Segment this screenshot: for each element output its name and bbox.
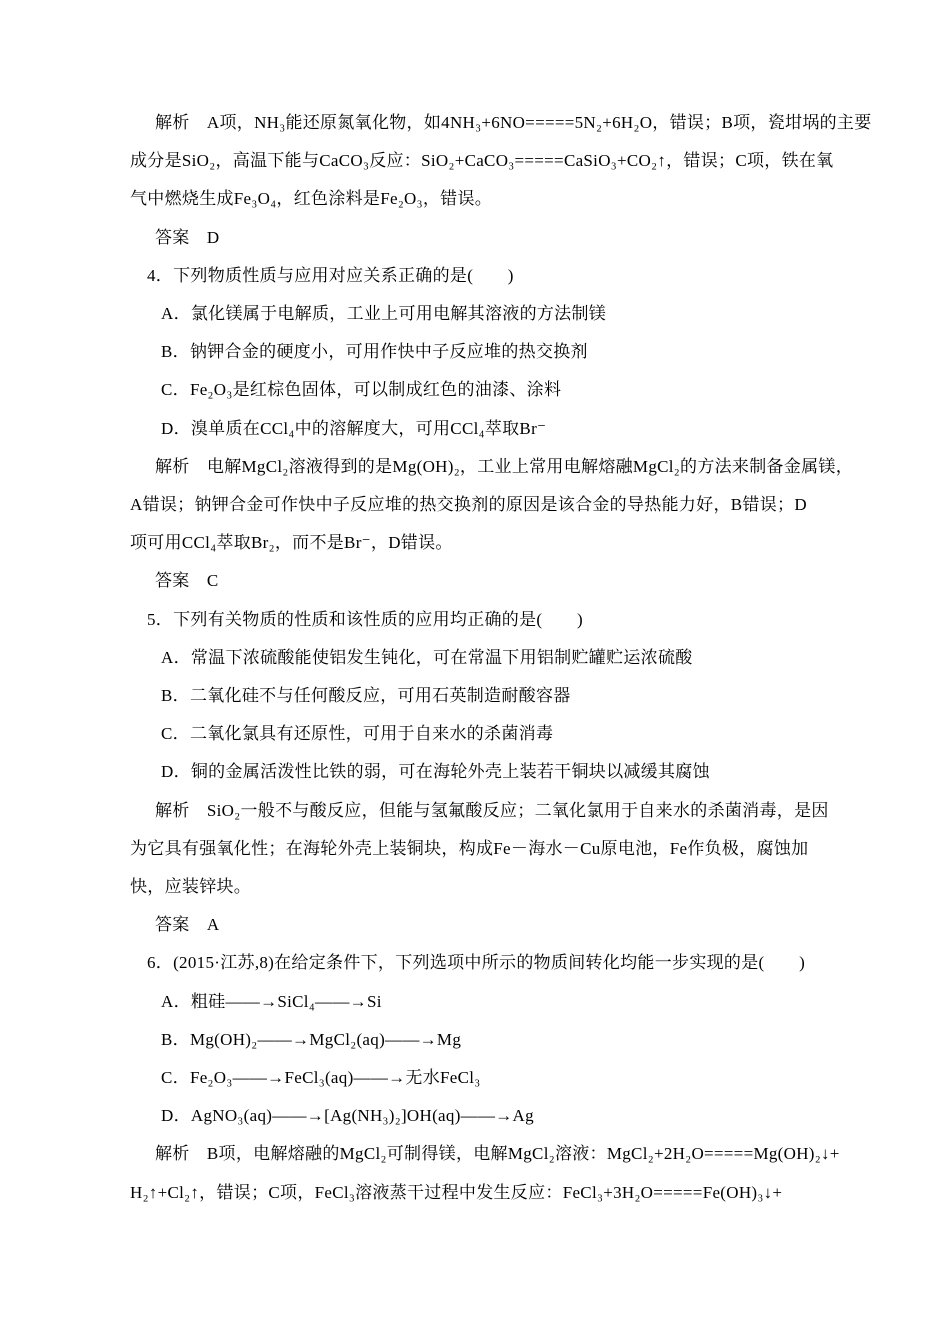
text-line: A错误；钠钾合金可作快中子反应堆的热交换剂的原因是该合金的导热能力好，B错误；D (130, 495, 807, 515)
text-line: D．AgNO₃(aq)——→[Ag(NH₃)₂]OH(aq)——→Ag (161, 1106, 534, 1126)
text-line: 解析 SiO₂一般不与酸反应，但能与氢氟酸反应；二氧化氯用于自来水的杀菌消毒，是因 (155, 800, 829, 820)
text-line: 项可用CCl₄萃取Br₂，而不是Br⁻，D错误。 (130, 533, 453, 553)
document-body (130, 104, 872, 1212)
text-line: C．Fe₂O₃——→FeCl₃(aq)——→无水FeCl₃ (161, 1068, 481, 1088)
text-line: 解析 B项，电解熔融的MgCl₂可制得镁，电解MgCl₂溶液：MgCl₂+2H₂O=====Mg(OH)₂↓+ (155, 1144, 840, 1164)
text-line: 解析 A项，NH₃能还原氮氧化物，如4NH₃+6NO=====5N₂+6H₂O，错误；B项，瓷坩埚的主要 (155, 113, 872, 132)
text-line: 快，应装锌块。 (130, 877, 252, 897)
text-line: 6．(2015·江苏,8)在给定条件下，下列选项中所示的物质间转化均能一步实现的是( ) (147, 953, 806, 973)
text-line: B．二氧化硅不与任何酸反应，可用石英制造耐酸容器 (161, 686, 571, 706)
text-line: D．铜的金属活泼性比铁的弱，可在海轮外壳上装若干铜块以减缓其腐蚀 (161, 762, 710, 782)
text-line: 气中燃烧生成Fe₃O₄，红色涂料是Fe₂O₃，错误。 (130, 189, 493, 209)
text-line: B．钠钾合金的硬度小，可用作快中子反应堆的热交换剂 (161, 342, 588, 362)
text-line: C．二氧化氯具有还原性，可用于自来水的杀菌消毒 (161, 724, 554, 744)
text-line: H₂↑+Cl₂↑，错误；C项，FeCl₃溶液蒸干过程中发生反应：FeCl₃+3H₂O=====Fe(OH)₃↓+ (130, 1182, 783, 1202)
text-line: 4．下列物质性质与应用对应关系正确的是( ) (147, 265, 514, 285)
text-line: 答案 D (155, 227, 220, 247)
text-line: C．Fe₂O₃是红棕色固体，可以制成红色的油漆、涂料 (161, 380, 562, 400)
text-line: 成分是SiO₂，高温下能与CaCO₃反应：SiO₂+CaCO₃=====CaSiO₃+CO₂↑，错误；C项，铁在氧 (130, 151, 834, 171)
text-line: A．粗硅——→SiCl₄——→Si (161, 991, 382, 1011)
text-line: 答案 A (155, 915, 220, 935)
text-line: 答案 C (155, 571, 219, 591)
text-line: B．Mg(OH)₂——→MgCl₂(aq)——→Mg (161, 1029, 462, 1049)
text-line: D．溴单质在CCl₄中的溶解度大，可用CCl₄萃取Br⁻ (161, 418, 547, 438)
document-page (130, 104, 872, 1212)
text-line: A．氯化镁属于电解质，工业上可用电解其溶液的方法制镁 (161, 304, 607, 324)
text-line: A．常温下浓硫酸能使铝发生钝化，可在常温下用铝制贮罐贮运浓硫酸 (161, 647, 693, 667)
text-line: 解析 电解MgCl₂溶液得到的是Mg(OH)₂，工业上常用电解熔融MgCl₂的方法来制备金属镁， (155, 456, 854, 476)
text-line: 为它具有强氧化性；在海轮外壳上装铜块，构成Fe－海水－Cu原电池，Fe作负极，腐蚀加 (130, 838, 809, 858)
text-line: 5．下列有关物质的性质和该性质的应用均正确的是( ) (147, 609, 583, 629)
